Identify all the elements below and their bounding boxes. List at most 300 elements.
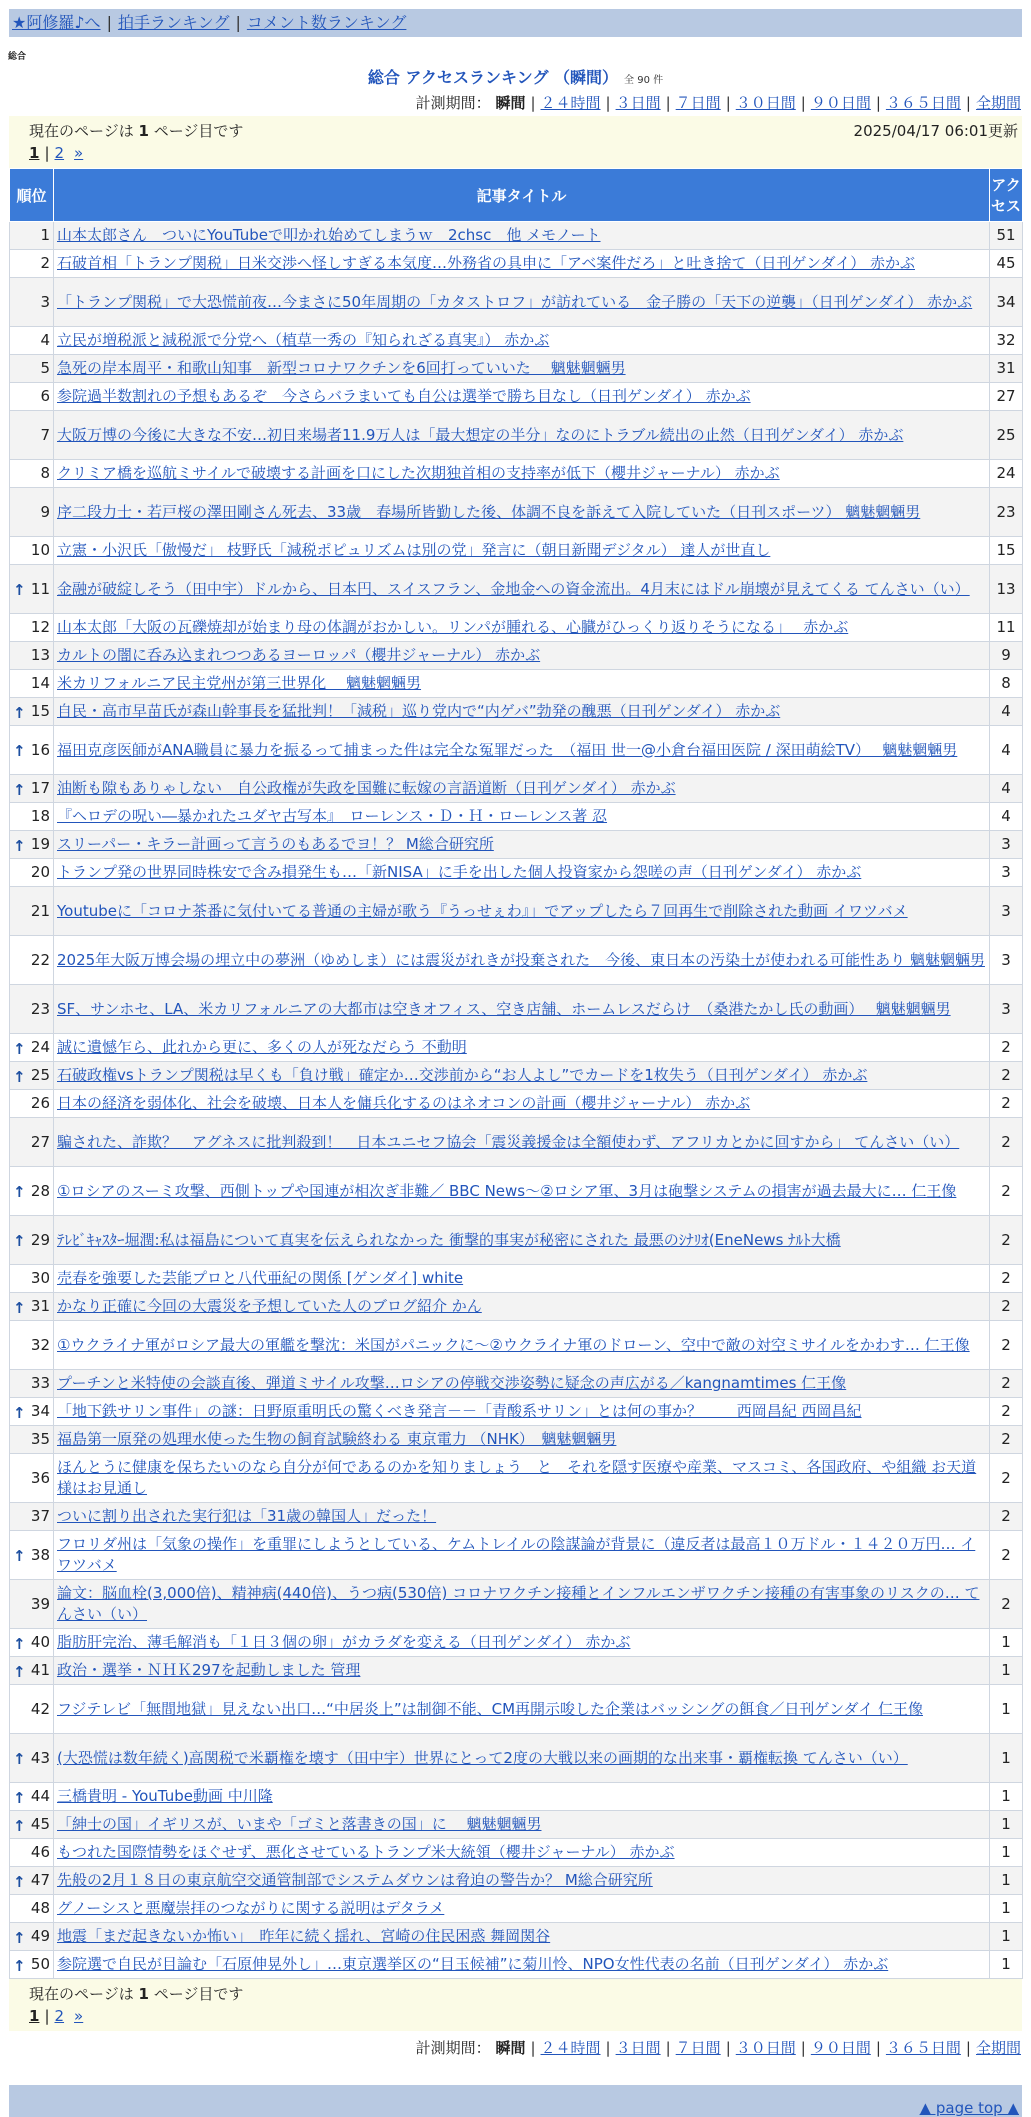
article-title-link[interactable]: Youtubeに「コロナ茶番に気付いてる普通の主婦が歌う『うっせぇわ』」でアップしたら７回再生で削除された動画 イワツバメ	[57, 901, 908, 920]
rank-number: 33	[30, 1374, 50, 1392]
period-label: 計測期間：	[415, 2039, 491, 2057]
access-count: 25	[990, 411, 1023, 460]
rank-number: 43	[30, 1748, 50, 1767]
rank-number: 8	[40, 464, 50, 482]
table-row	[10, 1951, 1023, 1979]
rank-number: 23	[30, 999, 50, 1018]
rank-cell	[10, 831, 54, 859]
table-row	[10, 1923, 1023, 1951]
title-cell	[54, 1090, 990, 1118]
rank-cell	[10, 1503, 54, 1531]
rank-up-arrow-icon: ↑	[13, 1232, 26, 1250]
article-title-link[interactable]: トランプ発の世界同時株安で含み損発生も…「新NISA」に手を出した個人投資家から怨嗟の声（日刊ゲンダイ） 赤かぶ	[57, 863, 862, 881]
rank-cell	[10, 1867, 54, 1895]
title-cell	[54, 1839, 990, 1867]
rank-up-arrow-icon: ↑	[13, 1183, 26, 1201]
access-count: 3	[990, 985, 1023, 1034]
period-3d[interactable]: ３日間	[615, 94, 661, 112]
rank-cell	[10, 985, 54, 1034]
title-cell	[54, 831, 990, 859]
access-count: 2	[990, 1580, 1023, 1629]
table-row	[10, 803, 1023, 831]
table-row	[10, 1811, 1023, 1839]
article-title-link[interactable]: スリーパー・キラー計画って言うのもあるでヨ！？ M総合研究所	[57, 835, 494, 853]
access-count: 1	[990, 1839, 1023, 1867]
rank-up-arrow-icon: ↑	[13, 1298, 26, 1317]
period-365d[interactable]: ３６５日間	[885, 2039, 961, 2057]
access-count: 51	[990, 222, 1023, 250]
access-count: 1	[990, 1734, 1023, 1783]
title-cell	[54, 1398, 990, 1426]
title-cell	[54, 670, 990, 698]
rank-up-arrow-icon: ↑	[13, 1039, 26, 1058]
table-row	[10, 1370, 1023, 1398]
article-title-link[interactable]: 急死の岸本周平・和歌山知事 新型コロナワクチンを6回打っていいた 魑魅魍魎男	[57, 359, 626, 377]
title-cell	[54, 985, 990, 1034]
page-top-link[interactable]: ▲ page top ▲	[919, 2099, 1019, 2117]
table-row	[10, 1398, 1023, 1426]
updated-timestamp: 2025/04/17 06:01更新	[853, 122, 1018, 140]
rank-number: 21	[30, 901, 50, 920]
rank-cell	[10, 1216, 54, 1265]
article-title-link[interactable]: 自民・高市早苗氏が森山幹事長を猛批判！「減税」巡り党内で“内ゲバ”勃発の醜悪（日刊ゲンダイ） 赤かぶ	[57, 702, 781, 720]
rank-number: 35	[30, 1430, 50, 1448]
rank-cell	[10, 488, 54, 537]
title-cell	[54, 1811, 990, 1839]
table-row	[10, 1034, 1023, 1062]
article-title-link[interactable]: 地震「まだ起きないか怖い」 昨年に続く揺れ、宮崎の住民困惑 舞岡関谷	[57, 1927, 551, 1945]
table-row	[10, 1293, 1023, 1321]
rank-cell	[10, 775, 54, 803]
article-title-link[interactable]: 論文：脳血栓(3,000倍)、精神病(440倍)、うつ病(530倍) コロナワクチン接種とインフルエンザワクチン接種の有害事象のリスクの… てんさい（い）	[57, 1584, 980, 1623]
title-cell	[54, 565, 990, 614]
rank-cell	[10, 1629, 54, 1657]
rank-number: 1	[40, 226, 50, 244]
rank-number: 34	[30, 1402, 50, 1420]
table-row	[10, 859, 1023, 887]
article-title-link[interactable]: 福田克彦医師がANA職員に暴力を振るって捕まった件は完全な冤罪だった （福田 世一@小倉台福田医院 / 深田萌絵TV） 魑魅魍魎男	[57, 740, 958, 759]
article-title-link[interactable]: もつれた国際情勢をほぐせず、悪化させているトランプ米大統領（櫻井ジャーナル） 赤かぶ	[57, 1843, 675, 1861]
page-title	[0, 65, 1031, 88]
period-24h[interactable]: ２４時間	[540, 2039, 601, 2057]
rank-up-arrow-icon: ↑	[13, 1788, 26, 1807]
table-row	[10, 1265, 1023, 1293]
period-90d[interactable]: ９０日間	[810, 94, 871, 112]
table-row	[10, 936, 1023, 985]
article-title-link[interactable]: 「地下鉄サリン事件」の謎：日野原重明氏の驚くべき発言－－「青酸系サリン」とは何の事か？ 西岡昌紀 西岡昌紀	[57, 1402, 862, 1420]
rank-cell	[10, 698, 54, 726]
period-3d[interactable]: ３日間	[615, 2039, 661, 2057]
table-row	[10, 1426, 1023, 1454]
table-row	[10, 383, 1023, 411]
title-cell	[54, 775, 990, 803]
article-title-link[interactable]: 序二段力士・若戸桜の澤田剛さん死去、33歳 春場所皆勤した後、体調不良を訴えて入院していた（日刊スポーツ） 魑魅魍魎男	[57, 502, 921, 521]
table-row	[10, 1580, 1023, 1629]
rank-number: 24	[30, 1038, 50, 1056]
rank-number: 37	[30, 1507, 50, 1525]
access-count: 1	[990, 1657, 1023, 1685]
title-cell	[54, 460, 990, 488]
rank-number: 11	[30, 579, 50, 598]
next-page-link[interactable]: »	[74, 144, 84, 162]
article-title-link[interactable]: 2025年大阪万博会場の埋立中の夢洲（ゆめしま）には震災がれきが投棄された 今後、東日本の汚染土が使われる可能性あり 魑魅魍魎男	[57, 950, 985, 969]
rank-cell	[10, 355, 54, 383]
rank-cell	[10, 250, 54, 278]
article-title-link[interactable]: フロリダ州は「気象の操作」を重罪にしようとしている、ケムトレイルの陰謀論が背景に（違反者は最高１０万ドル・１４２０万円… イワツバメ	[57, 1535, 976, 1574]
title-cell	[54, 1118, 990, 1167]
rank-number: 38	[30, 1545, 50, 1564]
article-title-link[interactable]: ①ウクライナ軍がロシア最大の軍艦を撃沈：米国がパニックに～②ウクライナ軍のドローン、空中で敵の対空ミサイルをかわす… 仁王像	[57, 1335, 970, 1354]
period-30d[interactable]: ３０日間	[735, 2039, 796, 2057]
title-cell	[54, 355, 990, 383]
page-2-link[interactable]: 2	[54, 2007, 65, 2025]
rank-number: 14	[30, 674, 50, 692]
access-count: 2	[990, 1370, 1023, 1398]
access-count: 4	[990, 726, 1023, 775]
period-all[interactable]: 全期間	[975, 2039, 1021, 2057]
rank-number: 19	[30, 835, 50, 853]
rank-number: 22	[30, 950, 50, 969]
rank-cell	[10, 1685, 54, 1734]
page-1-current: 1	[29, 144, 40, 162]
title-cell	[54, 1426, 990, 1454]
table-row	[10, 460, 1023, 488]
rank-cell	[10, 803, 54, 831]
rank-up-arrow-icon: ↑	[13, 1872, 26, 1891]
rank-cell	[10, 1895, 54, 1923]
rank-up-arrow-icon: ↑	[13, 1816, 26, 1835]
period-7d[interactable]: ７日間	[675, 94, 721, 112]
article-title-link[interactable]: 山本太郎さん ついにYouTubeで叩かれ始めてしまうｗ 2chsc 他 メモノート	[57, 226, 601, 244]
table-row	[10, 488, 1023, 537]
rank-number: 36	[30, 1468, 50, 1487]
access-count: 2	[990, 1426, 1023, 1454]
access-count: 8	[990, 670, 1023, 698]
rank-number: 4	[40, 331, 50, 349]
access-count: 2	[990, 1531, 1023, 1580]
rank-cell	[10, 1783, 54, 1811]
rank-up-arrow-icon: ↑	[13, 703, 26, 722]
rank-cell	[10, 1923, 54, 1951]
access-count: 24	[990, 460, 1023, 488]
access-count: 2	[990, 1118, 1023, 1167]
access-count: 1	[990, 1811, 1023, 1839]
title-cell	[54, 887, 990, 936]
article-title-link[interactable]: 先般の2月１８日の東京航空交通管制部でシステムダウンは脅迫の警告か？ M総合研究所	[57, 1871, 653, 1889]
article-title-link[interactable]: 誠に遺憾乍ら、此れから更に、多くの人が死なだらう 不動明	[57, 1038, 467, 1056]
access-count: 2	[990, 1062, 1023, 1090]
article-title-link[interactable]: (大恐慌は数年続く)高関税で米覇権を壊す（田中宇）世界にとって2度の大戦以来の画期的な出来事・覇権転換 てんさい（い）	[57, 1748, 908, 1767]
article-title-link[interactable]: グノーシスと悪魔崇拝のつながりに関する説明はデタラメ	[57, 1899, 445, 1917]
table-row	[10, 1531, 1023, 1580]
table-row	[10, 1629, 1023, 1657]
period-365d[interactable]: ３６５日間	[885, 94, 961, 112]
article-title-link[interactable]: 『ヘロデの呪い―暴かれたユダヤ古写本』 ローレンス・Ｄ・Ｈ・ローレンス著 忍	[57, 807, 608, 825]
title-cell	[54, 1293, 990, 1321]
title-cell	[54, 1734, 990, 1783]
rank-number: 20	[30, 863, 50, 881]
article-title-link[interactable]: 政治・選挙・ＮＨＫ297を起動しました 管理	[57, 1661, 361, 1679]
article-title-link[interactable]: 騙された、詐欺？ アグネスに批判殺到！ 日本ユニセフ協会「震災義援金は全額使わず、アフリカとかに回すから」 てんさい（い）	[57, 1132, 960, 1151]
title-cell	[54, 936, 990, 985]
title-cell	[54, 1321, 990, 1370]
access-count: 1	[990, 1923, 1023, 1951]
rank-up-arrow-icon: ↑	[13, 581, 26, 599]
table-row	[10, 775, 1023, 803]
table-row	[10, 614, 1023, 642]
table-row	[10, 1503, 1023, 1531]
article-title-link[interactable]: 石破首相「トランプ関税」日米交渉へ怪しすぎる本気度…外務省の具申に「アベ案件だろ」と吐き捨て（日刊ゲンダイ） 赤かぶ	[57, 254, 915, 272]
rank-cell	[10, 1454, 54, 1503]
access-count: 2	[990, 1167, 1023, 1216]
article-title-link[interactable]: 「紳士の国」イギリスが、いまや「ゴミと落書きの国」に 魑魅魍魎男	[57, 1815, 542, 1833]
page-links: 1 | 2 »	[29, 2007, 84, 2025]
access-count: 3	[990, 936, 1023, 985]
title-cell	[54, 1783, 990, 1811]
access-count: 9	[990, 642, 1023, 670]
top-nav-bar	[9, 9, 1022, 37]
title-cell	[54, 614, 990, 642]
title-cell	[54, 1629, 990, 1657]
table-row	[10, 1895, 1023, 1923]
rank-number: 28	[30, 1181, 50, 1200]
access-count: 2	[990, 1293, 1023, 1321]
access-count: 2	[990, 1034, 1023, 1062]
access-count: 4	[990, 803, 1023, 831]
rank-number: 29	[30, 1230, 50, 1249]
table-row	[10, 327, 1023, 355]
title-cell	[54, 1503, 990, 1531]
ranking-table	[9, 168, 1023, 1979]
rank-number: 39	[30, 1594, 50, 1613]
title-cell	[54, 859, 990, 887]
rank-cell	[10, 1398, 54, 1426]
rank-cell	[10, 1265, 54, 1293]
rank-cell	[10, 1370, 54, 1398]
rank-cell	[10, 1321, 54, 1370]
rank-number: 7	[40, 425, 50, 444]
article-title-link[interactable]: 油断も隙もありゃしない 自公政権が失政を国難に転嫁の言語道断（日刊ゲンダイ） 赤かぶ	[57, 779, 676, 797]
period-all[interactable]: 全期間	[975, 94, 1021, 112]
article-title-link[interactable]: 立民が増税派と減税派で分党へ（植草一秀の『知られざる真実』） 赤かぶ	[57, 331, 550, 349]
breadcrumb: 総合	[8, 52, 27, 62]
rank-cell	[10, 642, 54, 670]
rank-number: 30	[30, 1269, 50, 1287]
rank-number: 25	[30, 1066, 50, 1084]
table-row	[10, 250, 1023, 278]
article-title-link[interactable]: 石破政権vsトランプ関税は早くも「負け戦」確定か…交渉前から“お人よし”でカードを1枚失う（日刊ゲンダイ） 赤かぶ	[57, 1066, 868, 1084]
title-cell	[54, 698, 990, 726]
access-count: 2	[990, 1321, 1023, 1370]
access-count: 15	[990, 537, 1023, 565]
table-row	[10, 1118, 1023, 1167]
access-count: 11	[990, 614, 1023, 642]
period-90d[interactable]: ９０日間	[810, 2039, 871, 2057]
rank-cell	[10, 614, 54, 642]
rank-up-arrow-icon: ↑	[13, 1067, 26, 1086]
access-count: 2	[990, 1265, 1023, 1293]
access-count: 3	[990, 831, 1023, 859]
title-cell	[54, 1951, 990, 1979]
access-count: 3	[990, 887, 1023, 936]
title-cell	[54, 488, 990, 537]
access-count: 32	[990, 327, 1023, 355]
article-title-link[interactable]: 「トランプ関税」で大恐慌前夜…今まさに50年周期の「カタストロフ」が訪れている 金子勝の「天下の逆襲」（日刊ゲンダイ） 赤かぶ	[57, 292, 973, 311]
comment-ranking-link[interactable]: コメント数ランキング	[246, 13, 407, 32]
rank-number: 44	[30, 1787, 50, 1805]
access-count: 2	[990, 1216, 1023, 1265]
access-count: 34	[990, 278, 1023, 327]
article-title-link[interactable]: ほんとうに健康を保ちたいのなら自分が何であるのかを知りましょう と それを隠す医療や産業、マスコミ、各国政府、や組織 お天道様はお見通し	[57, 1458, 977, 1497]
period-current: 瞬間	[495, 2039, 526, 2057]
rank-number: 42	[30, 1699, 50, 1718]
table-row	[10, 1090, 1023, 1118]
article-title-link[interactable]: ついに割り出された実行犯は「31歳の韓国人」だった！	[57, 1507, 437, 1525]
title-cell	[54, 1895, 990, 1923]
access-count: 1	[990, 1629, 1023, 1657]
table-row	[10, 1685, 1023, 1734]
article-title-link[interactable]: 売春を強要した芸能プロと八代亜紀の関係 [ゲンダイ] white	[57, 1269, 464, 1287]
rank-cell	[10, 1426, 54, 1454]
rank-number: 5	[40, 359, 50, 377]
article-title-link[interactable]: 脂肪肝完治、薄毛解消も「１日３個の卵」がカラダを変える（日刊ゲンダイ） 赤かぶ	[57, 1633, 631, 1651]
current-page-text: 現在のページは 1 ページ目です	[29, 122, 244, 140]
rank-cell	[10, 222, 54, 250]
title-cell	[54, 1580, 990, 1629]
period-24h[interactable]: ２４時間	[540, 94, 601, 112]
article-title-link[interactable]: クリミア橋を巡航ミサイルで破壊する計画を口にした次期独首相の支持率が低下（櫻井ジャーナル） 赤かぶ	[57, 464, 780, 482]
rank-cell	[10, 565, 54, 614]
home-link[interactable]: ★阿修羅♪へ	[12, 13, 101, 32]
rank-cell	[10, 1118, 54, 1167]
rank-cell	[10, 726, 54, 775]
rank-number: 10	[30, 541, 50, 559]
article-title-link[interactable]: 金融が破綻しそう（田中宇）ドルから、日本円、スイスフラン、金地金への資金流出。4月末にはドル崩壊が見えてくる てんさい（い）	[57, 579, 970, 598]
table-row	[10, 411, 1023, 460]
access-count: 4	[990, 698, 1023, 726]
table-row	[10, 565, 1023, 614]
rank-number: 31	[30, 1297, 50, 1315]
rank-up-arrow-icon: ↑	[13, 1928, 26, 1947]
rank-number: 48	[30, 1899, 50, 1917]
title-cell	[54, 803, 990, 831]
table-row	[10, 887, 1023, 936]
period-selector-bottom: 計測期間： 瞬間 | ２４時間 | ３日間 | ７日間 | ３０日間 | ９０日間 | ３６５日間 | 全期間	[415, 2039, 1021, 2057]
rank-up-arrow-icon: ↑	[13, 1634, 26, 1653]
page-2-link[interactable]: 2	[54, 144, 65, 162]
rank-cell	[10, 411, 54, 460]
table-row	[10, 1062, 1023, 1090]
article-title-link[interactable]: プーチンと米特使の会談直後、弾道ミサイル攻撃…ロシアの停戦交渉姿勢に疑念の声広がる／kangnamtimes 仁王像	[57, 1374, 847, 1392]
ranking-rows	[10, 222, 1023, 1979]
title-cell	[54, 537, 990, 565]
title-cell	[54, 327, 990, 355]
title-cell	[54, 411, 990, 460]
article-title-link[interactable]: ①ロシアのスーミ攻撃、西側トップや国連が相次ぎ非難／ BBC News～②ロシア軍、3月は砲撃システムの損害が過去最大に… 仁王像	[57, 1181, 957, 1200]
table-row	[10, 1454, 1023, 1503]
access-count: 2	[990, 1503, 1023, 1531]
title-cell	[54, 278, 990, 327]
rank-cell	[10, 1839, 54, 1867]
access-count: 31	[990, 355, 1023, 383]
table-row	[10, 222, 1023, 250]
footer-bar	[9, 2085, 1022, 2117]
title-cell	[54, 1265, 990, 1293]
pager-top	[9, 116, 1022, 168]
rank-cell	[10, 1293, 54, 1321]
rank-cell	[10, 1734, 54, 1783]
title-cell	[54, 250, 990, 278]
title-cell	[54, 1216, 990, 1265]
rank-number: 13	[30, 646, 50, 664]
period-7d[interactable]: ７日間	[675, 2039, 721, 2057]
article-title-link[interactable]: 参院過半数割れの予想もあるぞ 今さらバラまいても自公は選挙で勝ち目なし（日刊ゲンダイ） 赤かぶ	[57, 387, 751, 405]
article-title-link[interactable]: 参院選で自民が目論む「石原伸晃外し」…東京選挙区の“目玉候補”に菊川怜、NPO女性代表の名前（日刊ゲンダイ） 赤かぶ	[57, 1955, 889, 1973]
rank-cell	[10, 887, 54, 936]
table-row	[10, 698, 1023, 726]
article-title-link[interactable]: SF、サンホセ、LA、米カリフォルニアの大都市は空きオフィス、空き店舗、ホームレスだらけ （桑港たかし氏の動画） 魑魅魍魎男	[57, 999, 951, 1018]
title-cell	[54, 1923, 990, 1951]
rank-cell	[10, 460, 54, 488]
rank-up-arrow-icon: ↑	[13, 1547, 26, 1565]
article-title-link[interactable]: 福島第一原発の処理水使った生物の飼育試験終わる 東京電力 （NHK） 魑魅魍魎男	[57, 1430, 617, 1448]
article-title-link[interactable]: ﾃﾚﾋﾞｷｬｽﾀｰ堀潤:私は福島について真実を伝えられなかった 衝撃的事実が秘密にされた 最悪のｼﾅﾘｵ(EneNews ﾅﾙﾄ大橋	[57, 1230, 841, 1249]
article-title-link[interactable]: 山本太郎「大阪の瓦礫焼却が始まり母の体調がおかしい。リンパが腫れる、心臓がひっくり返りそうになる」 赤かぶ	[57, 618, 849, 636]
period-selector-top: 計測期間： 瞬間 | ２４時間 | ３日間 | ７日間 | ３０日間 | ９０日間 | ３６５日間 | 全期間	[415, 94, 1021, 112]
period-current: 瞬間	[495, 94, 526, 112]
rank-number: 9	[40, 502, 50, 521]
table-row	[10, 1734, 1023, 1783]
title-cell	[54, 1454, 990, 1503]
article-title-link[interactable]: 三橋貴明 - YouTube動画 中川隆	[57, 1787, 273, 1805]
rank-number: 17	[30, 779, 50, 797]
article-title-link[interactable]: カルトの闇に呑み込まれつつあるヨーロッパ（櫻井ジャーナル） 赤かぶ	[57, 646, 541, 664]
rank-cell	[10, 278, 54, 327]
rank-number: 18	[30, 807, 50, 825]
rank-cell	[10, 1531, 54, 1580]
article-title-link[interactable]: かなり正確に今回の大震災を予想していた人のブログ紹介 かん	[57, 1297, 482, 1315]
article-title-link[interactable]: 立憲・小沢氏「傲慢だ」 枝野氏「減税ポピュリズムは別の党」発言に（朝日新聞デジタル） 達人が世直し	[57, 541, 771, 559]
table-row	[10, 831, 1023, 859]
nav-separator: |	[106, 13, 112, 32]
article-title-link[interactable]: フジテレビ「無間地獄」見えない出口…“中居炎上”は制御不能、CM再開示唆した企業はバッシングの餌食／日刊ゲンダイ 仁王像	[57, 1699, 923, 1718]
period-label: 計測期間：	[415, 94, 491, 112]
rank-cell	[10, 936, 54, 985]
article-title-link[interactable]: 米カリフォルニア民主党州が第三世界化 魑魅魍魎男	[57, 674, 422, 692]
rank-number: 6	[40, 387, 50, 405]
table-row	[10, 670, 1023, 698]
table-row	[10, 985, 1023, 1034]
rank-cell	[10, 383, 54, 411]
access-count: 27	[990, 383, 1023, 411]
access-count: 45	[990, 250, 1023, 278]
access-count: 3	[990, 859, 1023, 887]
applause-ranking-link[interactable]: 拍手ランキング	[117, 13, 230, 32]
table-row	[10, 1216, 1023, 1265]
rank-up-arrow-icon: ↑	[13, 1956, 26, 1975]
rank-number: 32	[30, 1335, 50, 1354]
article-title-link[interactable]: 大阪万博の今後に大きな不安…初日来場者11.9万人は「最大想定の半分」なのにトラブル続出の⽌然（日刊ゲンダイ） 赤かぶ	[57, 425, 904, 444]
table-row	[10, 355, 1023, 383]
access-count: 23	[990, 488, 1023, 537]
current-page-text: 現在のページは 1 ページ目です	[29, 1985, 244, 2003]
period-30d[interactable]: ３０日間	[735, 94, 796, 112]
article-title-link[interactable]: 日本の経済を弱体化、社会を破壊、日本人を傭兵化するのはネオコンの計画（櫻井ジャーナル） 赤かぶ	[57, 1094, 751, 1112]
access-count: 2	[990, 1454, 1023, 1503]
title-cell	[54, 1867, 990, 1895]
title-cell	[54, 222, 990, 250]
next-page-link[interactable]: »	[74, 2007, 84, 2025]
